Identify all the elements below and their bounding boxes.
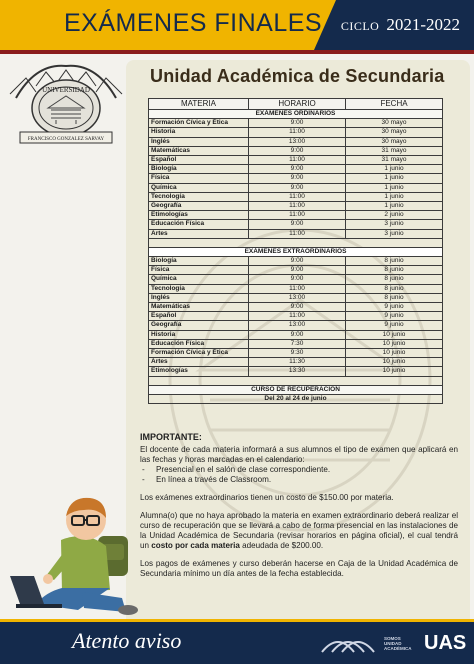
table-row xyxy=(149,358,443,367)
cell-horario: 9:00 xyxy=(249,330,346,339)
cell-horario: 9:00 xyxy=(249,257,346,266)
cell-fecha: 10 junio xyxy=(346,349,443,358)
cell-materia: Español xyxy=(149,312,249,321)
header-accent-line xyxy=(0,50,474,54)
extraordinary-exams-title xyxy=(149,247,443,256)
ordinary-exams-title xyxy=(149,110,443,119)
cell-fecha: 1 junio xyxy=(346,165,443,174)
cell-materia: Tecnología xyxy=(149,192,249,201)
cell-fecha: 10 junio xyxy=(346,330,443,339)
table-row xyxy=(149,229,443,238)
table-row xyxy=(149,321,443,330)
table-row xyxy=(149,349,443,358)
cell-fecha: 30 mayo xyxy=(346,119,443,128)
extraordinary-exams-title-text: EXÁMENES EXTRAORDINARIOS xyxy=(149,247,443,256)
cell-horario: 11:00 xyxy=(249,192,346,201)
column-header-fecha: FECHA xyxy=(346,99,443,110)
recovery-text-2: adeudada de $200.00. xyxy=(239,541,324,550)
unit-title: Unidad Académica de Secundaria xyxy=(150,66,445,86)
cell-materia: Física xyxy=(149,174,249,183)
cell-fecha: 1 junio xyxy=(346,174,443,183)
cell-materia: Biología xyxy=(149,257,249,266)
logo-caption: SOMOS UNIDAD ACADÉMICA xyxy=(384,636,412,651)
important-notice xyxy=(140,432,458,587)
table-row xyxy=(149,174,443,183)
cell-fecha: 3 junio xyxy=(346,220,443,229)
cell-materia: Formación Cívica y Ética xyxy=(149,349,249,358)
student-laptop-illustration xyxy=(6,480,146,620)
unit-logo-icon xyxy=(318,630,378,658)
uas-brand: UAS xyxy=(424,632,467,654)
cell-materia: Tecnología xyxy=(149,284,249,293)
table-row xyxy=(149,211,443,220)
cell-materia: Español xyxy=(149,156,249,165)
cycle-label: CICLO xyxy=(340,19,380,33)
cell-horario: 9:00 xyxy=(249,275,346,284)
cell-fecha: 1 junio xyxy=(346,183,443,192)
notice-heading: IMPORTANTE: xyxy=(140,432,202,442)
table-row xyxy=(149,137,443,146)
cell-fecha: 9 junio xyxy=(346,312,443,321)
table-row xyxy=(149,293,443,302)
recovery-dates-row xyxy=(149,394,443,403)
bullet-text: Presencial en el salón de clase correspondiente. xyxy=(156,465,331,474)
cell-horario: 11:00 xyxy=(249,211,346,220)
cell-horario: 9:00 xyxy=(249,119,346,128)
exam-schedule xyxy=(148,98,442,404)
cell-fecha: 30 mayo xyxy=(346,128,443,137)
cell-fecha: 10 junio xyxy=(346,358,443,367)
notice-intro: El docente de cada materia informará a sus alumnos el tipo de examen que aplicará en las fechas y horas marcadas en el calendario: xyxy=(140,445,458,464)
cell-fecha: 8 junio xyxy=(346,293,443,302)
spacer-cell xyxy=(149,238,443,247)
table-row xyxy=(149,202,443,211)
university-seal-icon xyxy=(6,58,126,150)
table-row xyxy=(149,220,443,229)
cell-materia: Matemáticas xyxy=(149,303,249,312)
cell-fecha: 10 junio xyxy=(346,339,443,348)
cell-materia: Química xyxy=(149,183,249,192)
cell-materia: Etimologías xyxy=(149,211,249,220)
column-header-materia: MATERIA xyxy=(149,99,249,110)
table-row xyxy=(149,367,443,376)
cell-fecha: 31 mayo xyxy=(346,146,443,155)
cell-horario: 11:30 xyxy=(249,358,346,367)
cell-horario: 11:00 xyxy=(249,128,346,137)
cell-horario: 9:00 xyxy=(249,266,346,275)
bullet-text: En línea a través de Classroom. xyxy=(156,475,272,484)
cell-horario: 9:00 xyxy=(249,174,346,183)
cell-horario: 13:00 xyxy=(249,293,346,302)
list-item xyxy=(142,475,458,485)
cell-materia: Artes xyxy=(149,358,249,367)
cell-fecha: 1 junio xyxy=(346,202,443,211)
table-row xyxy=(149,284,443,293)
table-row xyxy=(149,312,443,321)
cell-materia: Inglés xyxy=(149,293,249,302)
bullet-marker: - xyxy=(142,465,145,474)
cell-horario: 13:00 xyxy=(249,321,346,330)
table-row xyxy=(149,192,443,201)
cell-materia: Geografía xyxy=(149,321,249,330)
cell-materia: Biología xyxy=(149,165,249,174)
table-row xyxy=(149,303,443,312)
cell-materia: Inglés xyxy=(149,137,249,146)
recovery-dates: Del 20 al 24 de junio xyxy=(149,394,443,403)
cell-materia: Educación Física xyxy=(149,220,249,229)
exam-type-list xyxy=(140,465,458,485)
cell-materia: Etimologías xyxy=(149,367,249,376)
recovery-text-bold: costo por cada materia xyxy=(151,541,240,550)
page-title: EXÁMENES FINALES xyxy=(64,9,323,37)
cell-horario: 11:00 xyxy=(249,312,346,321)
cell-horario: 9:00 xyxy=(249,220,346,229)
cell-fecha: 8 junio xyxy=(346,284,443,293)
cell-horario: 9:00 xyxy=(249,165,346,174)
table-spacer xyxy=(149,238,443,247)
cell-horario: 9:00 xyxy=(249,303,346,312)
cell-materia: Historia xyxy=(149,330,249,339)
cell-horario: 9:30 xyxy=(249,349,346,358)
list-item xyxy=(142,465,458,475)
cell-materia: Física xyxy=(149,266,249,275)
cell-fecha: 9 junio xyxy=(346,321,443,330)
cell-horario: 11:00 xyxy=(249,284,346,293)
cell-materia: Historia xyxy=(149,128,249,137)
bullet-marker: - xyxy=(142,475,145,484)
table-row xyxy=(149,128,443,137)
cell-materia: Matemáticas xyxy=(149,146,249,155)
table-row xyxy=(149,183,443,192)
cell-horario: 13:30 xyxy=(249,367,346,376)
table-row xyxy=(149,339,443,348)
school-cycle xyxy=(341,15,460,35)
cell-fecha: 1 junio xyxy=(346,192,443,201)
cell-horario: 11:00 xyxy=(249,156,346,165)
cell-fecha: 31 mayo xyxy=(346,156,443,165)
table-spacer xyxy=(149,376,443,385)
cell-fecha: 8 junio xyxy=(346,275,443,284)
cell-fecha: 30 mayo xyxy=(346,137,443,146)
spacer-cell xyxy=(149,376,443,385)
cell-materia: Artes xyxy=(149,229,249,238)
table-row xyxy=(149,266,443,275)
table-row xyxy=(149,156,443,165)
table-row xyxy=(149,146,443,155)
table-row xyxy=(149,275,443,284)
cell-fecha: 3 junio xyxy=(346,229,443,238)
seal-top-text: UNIVERSIDAD xyxy=(42,86,90,94)
footer-slogan: Atento aviso xyxy=(72,628,182,653)
cell-materia: Química xyxy=(149,275,249,284)
cell-fecha: 8 junio xyxy=(346,257,443,266)
table-header-row xyxy=(149,99,443,110)
cycle-years: 2021-2022 xyxy=(386,15,460,34)
column-header-horario: HORARIO xyxy=(249,99,346,110)
cell-fecha: 8 junio xyxy=(346,266,443,275)
exam-table xyxy=(148,98,443,404)
cell-materia: Formación Cívica y Ética xyxy=(149,119,249,128)
seal-ribbon-text: FRANCISCO GONZALEZ SARVAY xyxy=(27,137,105,142)
cell-horario: 9:00 xyxy=(249,146,346,155)
recovery-course-info xyxy=(140,511,458,551)
cell-horario: 9:00 xyxy=(249,183,346,192)
cell-horario: 7:30 xyxy=(249,339,346,348)
payment-info: Los pagos de exámenes y curso deberán hacerse en Caja de la Unidad Académica de Secundaria mínimo un día antes de la fecha establecida. xyxy=(140,559,458,578)
recovery-text-1: Alumna(o) que no haya aprobado la materia en examen extraordinario deberá realizar el curso de recuperación que se llevará a cabo de forma presencial en las instalaciones de la Unidad Académica de Secundaria (revisar horarios en página oficial), el cual tendrá un xyxy=(140,511,458,550)
table-row xyxy=(149,257,443,266)
cell-materia: Geografía xyxy=(149,202,249,211)
cell-fecha: 10 junio xyxy=(346,367,443,376)
cell-materia: Educación Física xyxy=(149,339,249,348)
recovery-course-title xyxy=(149,385,443,394)
cell-horario: 11:00 xyxy=(249,229,346,238)
table-row xyxy=(149,165,443,174)
cell-fecha: 2 junio xyxy=(346,211,443,220)
cell-horario: 11:00 xyxy=(249,202,346,211)
ordinary-exams-title-text: EXÁMENES ORDINARIOS xyxy=(149,110,443,119)
table-row xyxy=(149,330,443,339)
cell-fecha: 9 junio xyxy=(346,303,443,312)
extra-exam-cost: Los exámenes extraordinarios tienen un costo de $150.00 por materia. xyxy=(140,493,394,502)
recovery-course-title-text: CURSO DE RECUPERACIÓN xyxy=(149,385,443,394)
table-row xyxy=(149,119,443,128)
cell-horario: 13:00 xyxy=(249,137,346,146)
